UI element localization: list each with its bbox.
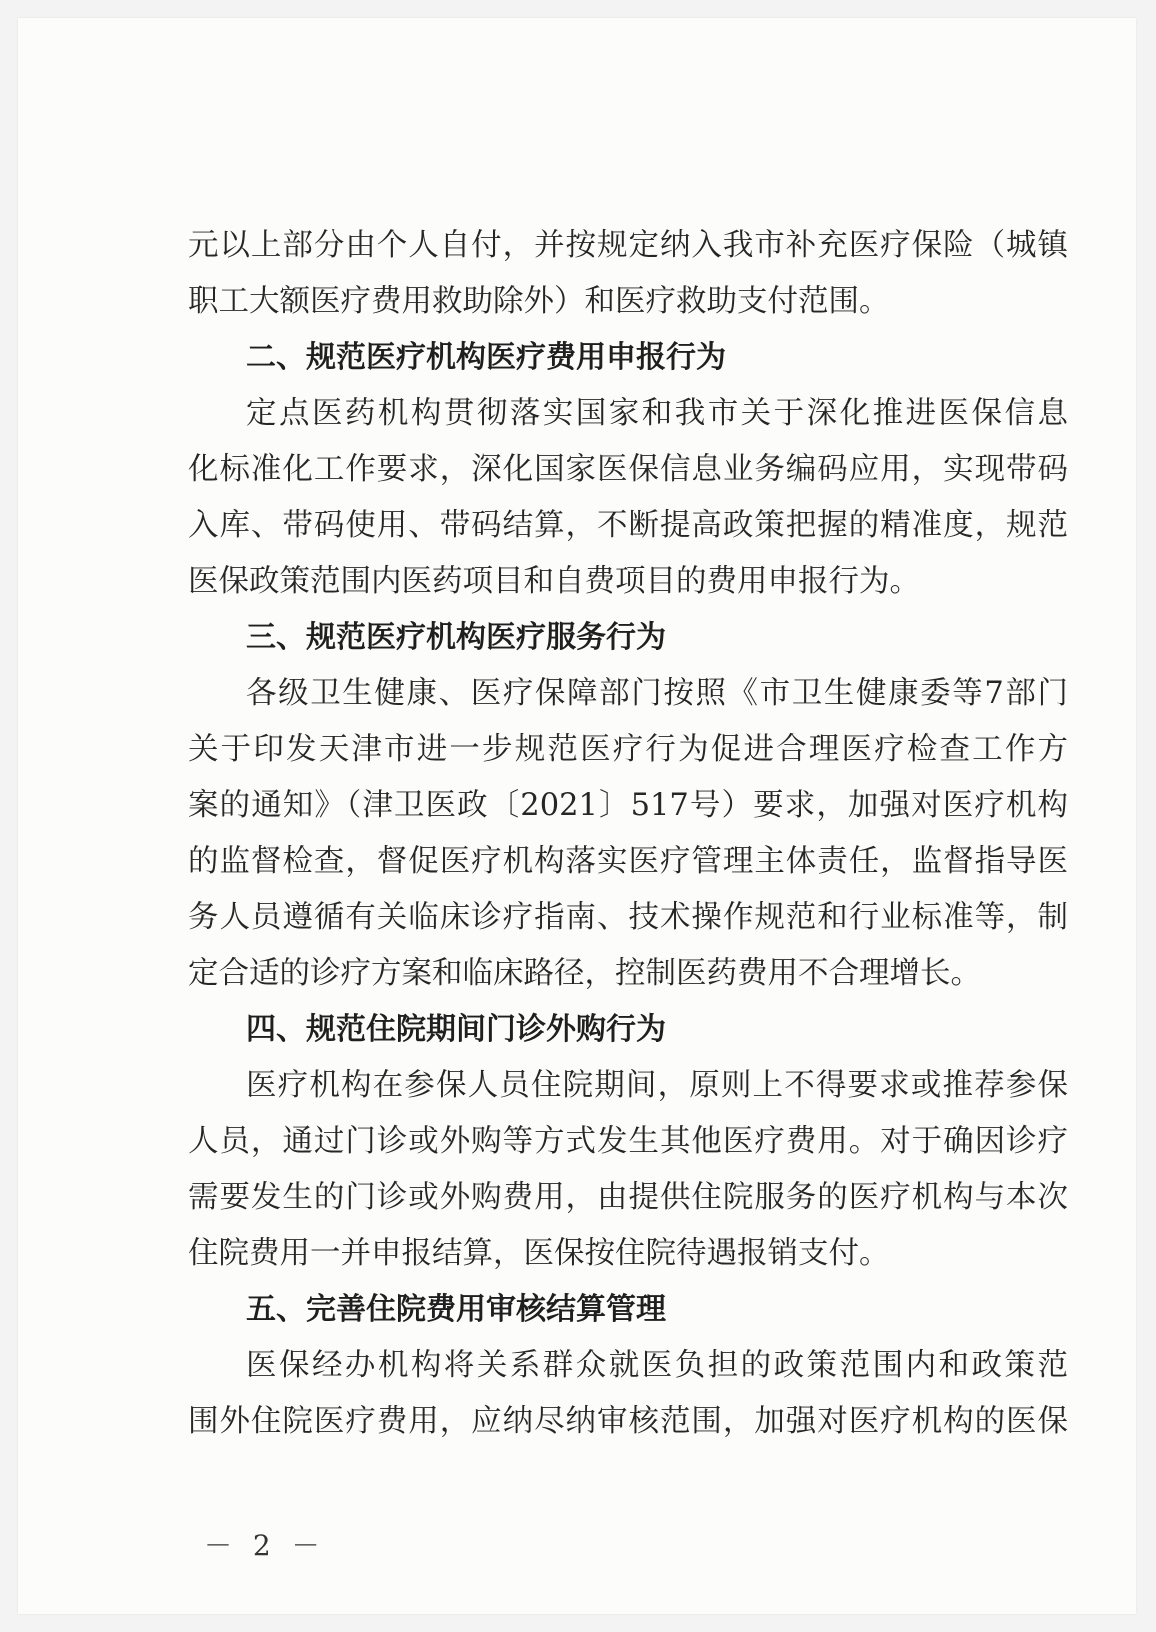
page-number: － 2 － (204, 1529, 326, 1562)
body-line: 需要发生的门诊或外购费用，由提供住院服务的医疗机构与本次 (188, 1180, 1068, 1215)
section-heading: 四、规范住院期间门诊外购行为 (246, 1012, 666, 1047)
body-line: 人员，通过门诊或外购等方式发生其他医疗费用。对于确因诊疗 (188, 1124, 1068, 1159)
section-heading: 二、规范医疗机构医疗费用申报行为 (246, 340, 726, 375)
body-line: 入库、带码使用、带码结算，不断提高政策把握的精准度，规范 (188, 508, 1068, 543)
document-page (18, 18, 1136, 1614)
body-line: 医保政策范围内医药项目和自费项目的费用申报行为。 (188, 564, 920, 599)
body-line: 定合适的诊疗方案和临床路径，控制医药费用不合理增长。 (188, 956, 981, 991)
body-line: 元以上部分由个人自付，并按规定纳入我市补充医疗保险（城镇 (188, 228, 1068, 263)
body-line: 各级卫生健康、医疗保障部门按照《市卫生健康委等7部门 (246, 676, 1068, 711)
body-line: 医保经办机构将关系群众就医负担的政策范围内和政策范 (246, 1348, 1068, 1383)
body-line: 的监督检查，督促医疗机构落实医疗管理主体责任，监督指导医 (188, 844, 1068, 879)
body-line: 医疗机构在参保人员住院期间，原则上不得要求或推荐参保 (246, 1068, 1068, 1103)
body-line: 化标准化工作要求，深化国家医保信息业务编码应用，实现带码 (188, 452, 1068, 487)
body-line: 围外住院医疗费用，应纳尽纳审核范围，加强对医疗机构的医保 (188, 1404, 1068, 1439)
body-line: 职工大额医疗费用救助除外）和医疗救助支付范围。 (188, 284, 890, 319)
body-line: 务人员遵循有关临床诊疗指南、技术操作规范和行业标准等，制 (188, 900, 1068, 935)
section-heading: 五、完善住院费用审核结算管理 (246, 1292, 666, 1327)
body-line: 住院费用一并申报结算，医保按住院待遇报销支付。 (188, 1236, 890, 1271)
body-line: 定点医药机构贯彻落实国家和我市关于深化推进医保信息 (246, 396, 1068, 431)
body-line: 关于印发天津市进一步规范医疗行为促进合理医疗检查工作方 (188, 732, 1068, 767)
body-line: 案的通知》（津卫医政〔2021〕517号）要求，加强对医疗机构 (188, 788, 1068, 823)
section-heading: 三、规范医疗机构医疗服务行为 (246, 620, 666, 655)
